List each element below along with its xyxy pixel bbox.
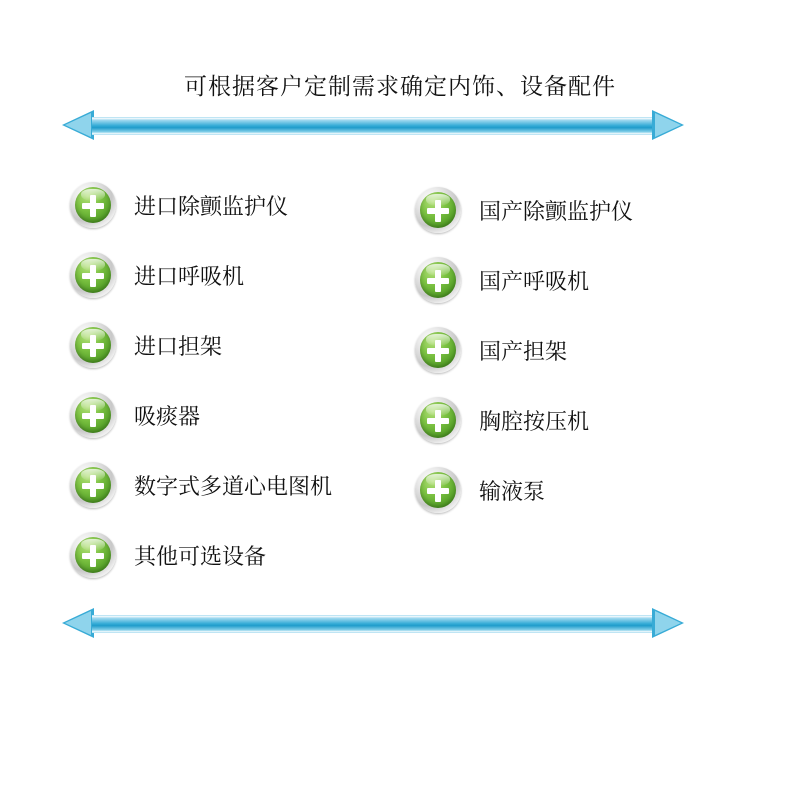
list-item-label: 进口担架 <box>134 333 223 359</box>
list-item[interactable] <box>415 385 755 455</box>
list-item[interactable] <box>415 315 755 385</box>
list-item-label: 胸腔按压机 <box>479 408 590 434</box>
green-plus-circle-icon <box>415 467 461 513</box>
arrow-head-right-inner-icon <box>655 611 681 635</box>
list-item[interactable] <box>70 240 400 310</box>
list-item[interactable] <box>70 450 400 520</box>
list-item-label: 进口除颤监护仪 <box>134 193 289 219</box>
list-item[interactable] <box>415 245 755 315</box>
list-item[interactable] <box>70 380 400 450</box>
equipment-list-left <box>70 170 400 590</box>
list-item[interactable] <box>415 455 755 525</box>
green-plus-circle-icon <box>415 257 461 303</box>
double-arrow-bottom <box>62 608 684 638</box>
list-item-label: 国产除颤监护仪 <box>479 198 634 224</box>
equipment-list-right <box>415 175 755 525</box>
list-item-label: 国产呼吸机 <box>479 268 590 294</box>
list-item-label: 进口呼吸机 <box>134 263 245 289</box>
green-plus-circle-icon <box>70 462 116 508</box>
green-plus-circle-icon <box>70 392 116 438</box>
arrow-shaft <box>92 117 654 135</box>
green-plus-circle-icon <box>70 532 116 578</box>
green-plus-circle-icon <box>70 252 116 298</box>
page-title: 可根据客户定制需求确定内饰、设备配件 <box>184 74 616 99</box>
green-plus-circle-icon <box>70 322 116 368</box>
list-item[interactable] <box>70 310 400 380</box>
list-item-label: 其他可选设备 <box>134 543 267 569</box>
double-arrow-top <box>62 110 684 140</box>
arrow-head-left-inner-icon <box>65 611 91 635</box>
list-item[interactable] <box>70 520 400 590</box>
green-plus-circle-icon <box>70 182 116 228</box>
list-item-label: 输液泵 <box>479 478 546 504</box>
list-item[interactable] <box>70 170 400 240</box>
green-plus-circle-icon <box>415 187 461 233</box>
list-item-label: 吸痰器 <box>134 403 201 429</box>
list-item-label: 数字式多道心电图机 <box>134 473 333 499</box>
green-plus-circle-icon <box>415 397 461 443</box>
green-plus-circle-icon <box>415 327 461 373</box>
list-item-label: 国产担架 <box>479 338 568 364</box>
arrow-shaft <box>92 615 654 633</box>
list-item[interactable] <box>415 175 755 245</box>
arrow-head-right-inner-icon <box>655 113 681 137</box>
arrow-head-left-inner-icon <box>65 113 91 137</box>
